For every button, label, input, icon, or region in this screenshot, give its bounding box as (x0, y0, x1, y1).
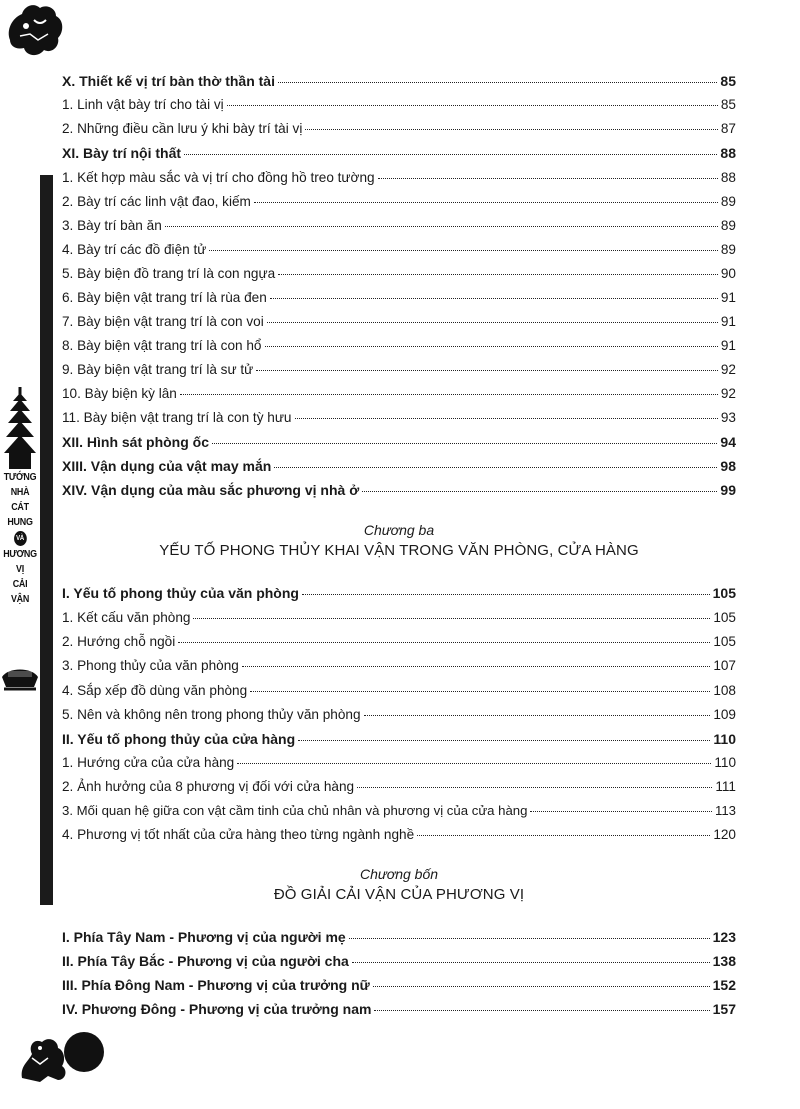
toc-entry[interactable] (62, 658, 736, 673)
side-title-line: HƯƠNG (3, 548, 37, 560)
toc-title: 5. Bày biện đồ trang trí là con ngựa (62, 266, 276, 281)
dot-leader (180, 394, 718, 395)
toc-title: 4. Sắp xếp đồ dùng văn phòng (62, 683, 248, 698)
dot-leader (212, 443, 717, 444)
toc-page: 123 (712, 929, 736, 945)
toc-entry[interactable] (62, 218, 736, 233)
side-title-line: CÁT (11, 501, 29, 513)
toc-title: 9. Bày biện vật trang trí là sư tử (62, 362, 254, 377)
toc-section-x[interactable] (62, 73, 736, 89)
toc-page: 89 (720, 242, 736, 257)
toc-title: 1. Kết cấu văn phòng (62, 610, 191, 625)
toc-page: 111 (715, 779, 736, 794)
dot-leader (254, 202, 718, 203)
dot-leader (278, 82, 717, 83)
toc-page: 152 (712, 977, 736, 993)
chapter-title: ĐỒ GIẢI CẢI VẬN CỦA PHƯƠNG VỊ (273, 886, 525, 903)
side-title-va-badge: VÀ (14, 531, 27, 546)
dot-leader (184, 154, 717, 155)
toc-page: 87 (720, 121, 736, 136)
toc-title: 3. Phong thủy của văn phòng (62, 658, 239, 673)
dot-leader (209, 250, 718, 251)
dot-leader (302, 594, 710, 595)
toc-section-xi[interactable] (62, 145, 736, 161)
dot-leader (373, 986, 710, 987)
toc-title: II. Yếu tố phong thủy của cửa hàng (62, 731, 296, 747)
chapter-3-heading (62, 522, 736, 559)
dot-leader (295, 418, 718, 419)
side-title-line: VỊ (16, 563, 24, 575)
toc-title: I. Phía Tây Nam - Phương vị của người mẹ (62, 929, 346, 945)
dot-leader (305, 129, 718, 130)
toc-page: 113 (714, 803, 736, 818)
toc-page: 110 (713, 731, 736, 747)
toc-title: 2. Những điều cần lưu ý khi bày trí tài vị (62, 121, 303, 136)
dragon-ornament-icon (4, 0, 66, 62)
toc-page: 91 (720, 338, 736, 353)
dot-leader (362, 491, 717, 492)
toc-title: III. Phía Đông Nam - Phương vị của trưởng nữ (62, 977, 370, 993)
toc-entry[interactable] (62, 683, 736, 698)
toc-section-iv[interactable] (62, 1001, 736, 1017)
toc-title: I. Yếu tố phong thủy của văn phòng (62, 585, 299, 601)
toc-entry[interactable] (62, 242, 736, 257)
toc-entry[interactable] (62, 314, 736, 329)
side-title-line: HUNG (7, 516, 33, 528)
toc-section-xiv[interactable] (62, 482, 736, 498)
dot-leader (227, 105, 718, 106)
toc-page: 94 (720, 434, 736, 450)
toc-page: 108 (713, 683, 736, 698)
toc-page: 105 (712, 585, 736, 601)
chapter-label: Chương ba (363, 522, 435, 538)
toc-page: 105 (713, 610, 736, 625)
toc-page: 90 (720, 266, 736, 281)
side-title-line: VẬN (10, 593, 30, 605)
dot-leader (357, 787, 712, 788)
toc-section-xiii[interactable] (62, 458, 736, 474)
pagoda-icon (3, 387, 37, 471)
toc-page: 110 (714, 755, 736, 770)
dot-leader (178, 642, 710, 643)
dot-leader (237, 763, 711, 764)
dot-leader (530, 811, 711, 812)
toc-title: XI. Bày trí nội thất (62, 145, 182, 161)
toc-page: 91 (720, 290, 736, 305)
dot-leader (349, 938, 710, 939)
toc-page: 88 (720, 145, 736, 161)
toc-page: 85 (720, 73, 736, 89)
toc-entry[interactable] (62, 410, 736, 425)
dot-leader (298, 740, 710, 741)
dot-leader (193, 618, 710, 619)
dot-leader (378, 178, 718, 179)
toc-section-xii[interactable] (62, 434, 736, 450)
toc-entry[interactable] (62, 194, 736, 209)
toc-page: 109 (713, 707, 736, 722)
qilin-ornament-icon (18, 1018, 108, 1088)
toc-entry[interactable] (62, 755, 736, 770)
toc-page: 107 (713, 658, 736, 673)
side-strip (40, 175, 53, 905)
toc-page: 91 (720, 314, 736, 329)
dot-leader (374, 1010, 709, 1011)
dot-leader (267, 322, 718, 323)
toc-entry[interactable] (62, 290, 736, 305)
dot-leader (165, 226, 718, 227)
dot-leader (278, 274, 718, 275)
toc-page: 99 (720, 482, 736, 498)
toc-title: 11. Bày biện vật trang trí là con tỳ hưu (62, 410, 292, 425)
toc-title: 1. Kết hợp màu sắc và vị trí cho đồng hồ treo tường (62, 170, 375, 185)
toc-entry[interactable] (62, 779, 736, 794)
toc-title: II. Phía Tây Bắc - Phương vị của người cha (62, 953, 349, 969)
dot-leader (250, 691, 710, 692)
side-title-line: NHÀ (10, 486, 30, 498)
toc-entry[interactable] (62, 827, 736, 842)
chapter-title: YẾU TỐ PHONG THỦY KHAI VẬN TRONG VĂN PHÒNG, CỬA HÀNG (159, 542, 639, 559)
toc-title: 1. Linh vật bày trí cho tài vị (62, 97, 224, 112)
toc-page: 92 (720, 386, 736, 401)
toc-title: 6. Bày biện vật trang trí là rùa đen (62, 290, 267, 305)
toc-entry[interactable] (62, 610, 736, 625)
toc-entry[interactable] (62, 121, 736, 136)
side-title-line: TƯỚNG (3, 471, 37, 483)
toc-page: 157 (712, 1001, 736, 1017)
chapter-4-heading (62, 866, 736, 903)
toc-title: 4. Phương vị tốt nhất của cửa hàng theo từng ngành nghề (62, 827, 415, 842)
toc-title: IV. Phương Đông - Phương vị của trưởng nam (62, 1001, 372, 1017)
toc-title: 5. Nên và không nên trong phong thủy văn phòng (62, 707, 361, 722)
toc-title: XIII. Vận dụng của vật may mắn (62, 458, 272, 474)
toc-entry[interactable] (62, 634, 736, 649)
toc-page: 98 (720, 458, 736, 474)
side-title-line: CẢI (12, 578, 28, 590)
dot-leader (242, 666, 710, 667)
toc-entry[interactable] (62, 803, 736, 818)
chapter-label: Chương bốn (359, 866, 439, 882)
toc-title: 3. Mối quan hệ giữa con vật cầm tinh của chủ nhân và phương vị của cửa hàng (62, 803, 528, 818)
dot-leader (265, 346, 718, 347)
toc-title: 2. Ảnh hưởng của 8 phương vị đối với cửa hàng (62, 779, 355, 794)
toc-title: 8. Bày biện vật trang trí là con hổ (62, 338, 262, 353)
dot-leader (417, 835, 710, 836)
toc-page: 89 (720, 194, 736, 209)
toc-page: 89 (720, 218, 736, 233)
dot-leader (270, 298, 718, 299)
toc-section-ii[interactable] (62, 953, 736, 969)
toc-page: 92 (720, 362, 736, 377)
toc-section-ii[interactable] (62, 731, 736, 747)
toc-title: XII. Hình sát phòng ốc (62, 434, 209, 450)
toc-entry[interactable] (62, 266, 736, 281)
toc-section-i[interactable] (62, 585, 736, 601)
toc-page: 138 (712, 953, 736, 969)
treasure-boat-icon (0, 663, 40, 693)
dot-leader (256, 370, 718, 371)
toc-title: XIV. Vận dụng của màu sắc phương vị nhà ở (62, 482, 360, 498)
toc-title: 4. Bày trí các đồ điện tử (62, 242, 207, 257)
toc-entry[interactable] (62, 362, 736, 377)
toc-title: 2. Bày trí các linh vật đao, kiếm (62, 194, 251, 209)
toc-title: 7. Bày biện vật trang trí là con voi (62, 314, 264, 329)
toc-entry[interactable] (62, 386, 736, 401)
toc-entry[interactable] (62, 338, 736, 353)
toc-entry[interactable] (62, 97, 736, 112)
dot-leader (364, 715, 711, 716)
toc-page: 105 (713, 634, 736, 649)
dot-leader (274, 467, 717, 468)
toc-section-iii[interactable] (62, 977, 736, 993)
side-book-title (3, 470, 37, 607)
toc-title: 10. Bày biện kỳ lân (62, 386, 177, 401)
toc-page: 85 (720, 97, 736, 112)
toc-entry[interactable] (62, 170, 736, 185)
toc-title: 1. Hướng cửa của cửa hàng (62, 755, 235, 770)
toc-page: 88 (720, 170, 736, 185)
toc-title: 3. Bày trí bàn ăn (62, 218, 162, 233)
toc-title: 2. Hướng chỗ ngồi (62, 634, 176, 649)
toc-page: 93 (720, 410, 736, 425)
toc-title: X. Thiết kế vị trí bàn thờ thần tài (62, 73, 275, 89)
dot-leader (352, 962, 710, 963)
toc-entry[interactable] (62, 707, 736, 722)
toc-section-i[interactable] (62, 929, 736, 945)
toc-page: 120 (713, 827, 736, 842)
